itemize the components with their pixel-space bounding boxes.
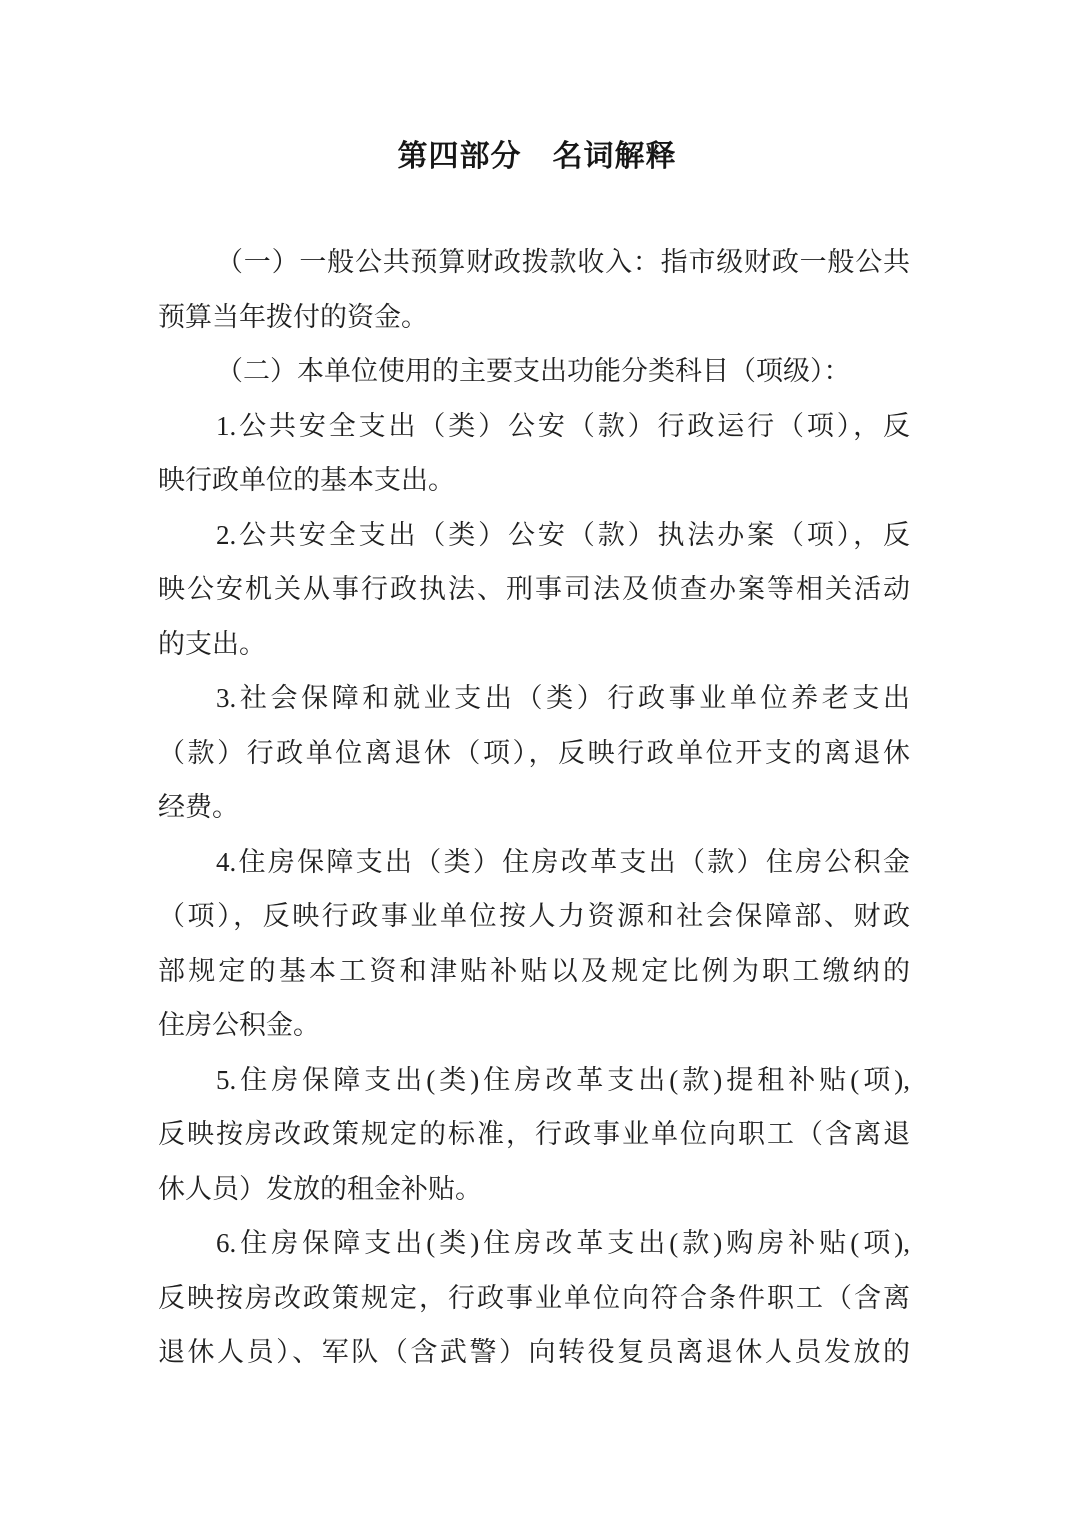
text-line: 映公安机关从事行政执法、刑事司法及侦查办案等相关活动 [158,574,910,604]
text-line: 1.公共安全支出（类）公安（款）行政运行（项），反 [216,410,910,441]
text-line: 的支出。 [158,628,266,659]
text-line: 5.住房保障支出(类)住房改革支出(款)提租补贴(项), [216,1064,910,1095]
text-line: 反映按房改政策规定，行政事业单位向符合条件职工（含离 [158,1282,910,1313]
text-line: （款）行政单位离退休（项），反映行政单位开支的离退休 [158,737,910,768]
text-line: 反映按房改政策规定的标准，行政事业单位向职工（含离退 [158,1119,910,1149]
text-line: 住房公积金。 [158,1010,320,1040]
text-line: 休人员）发放的租金补贴。 [158,1173,482,1204]
text-line: （项），反映行政事业单位按人力资源和社会保障部、财政 [158,901,910,931]
text-line: 4.住房保障支出（类）住房改革支出（款）住房公积金 [216,846,910,877]
text-line: 经费。 [158,792,239,822]
text-line: 退休人员）、军队（含武警）向转役复员离退休人员发放的 [158,1337,910,1367]
text-line: 6.住房保障支出(类)住房改革支出(款)购房补贴(项), [216,1228,910,1258]
text-line: 3.社会保障和就业支出（类）行政事业单位养老支出 [216,683,910,713]
text-line: 预算当年拨付的资金。 [158,301,428,332]
text-line: 2.公共安全支出（类）公安（款）执法办案（项），反 [216,519,910,550]
text-line: 部规定的基本工资和津贴补贴以及规定比例为职工缴纳的 [158,955,910,986]
text-line: （二）本单位使用的主要支出功能分类科目（项级）： [216,356,851,386]
section-title: 第四部分 名词解释 [397,140,677,173]
text-line: 映行政单位的基本支出。 [158,465,455,495]
text-line: （一）一般公共预算财政拨款收入：指市级财政一般公共 [216,247,910,277]
document-body [158,235,910,1380]
